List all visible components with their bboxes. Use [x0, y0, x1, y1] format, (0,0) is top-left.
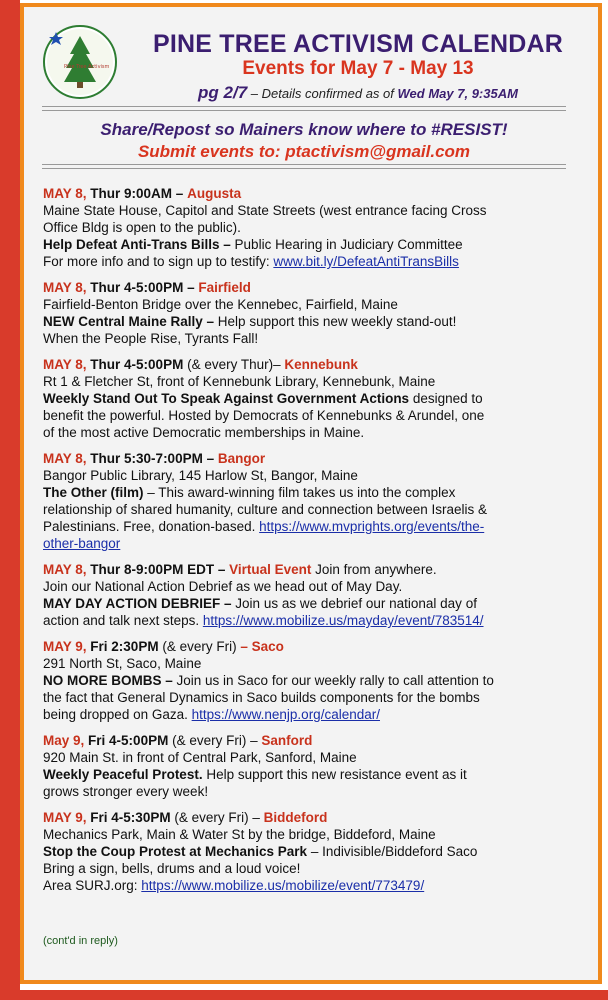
event-time: Fri 4-5:00PM: [88, 733, 169, 748]
event-desc: Palestinians. Free, donation-based.: [43, 519, 260, 534]
event-augusta: [43, 185, 583, 270]
event-city: – Saco: [240, 639, 284, 654]
event-link[interactable]: https://www.mvprights.org/events/the-: [259, 519, 485, 534]
event-kennebunk: [43, 356, 583, 441]
page-number: pg 2/7: [198, 83, 248, 102]
event-link[interactable]: www.bit.ly/DefeatAntiTransBills: [273, 254, 459, 269]
event-title: NEW Central Maine Rally –: [43, 314, 215, 329]
event-note: Join from anywhere.: [311, 562, 437, 577]
event-date: MAY 9,: [43, 810, 87, 825]
event-virtual: [43, 561, 583, 629]
event-location: 920 Main St. in front of Central Park, Sanford, Maine: [43, 750, 357, 765]
event-location: Rt 1 & Fletcher St, front of Kennebunk Library, Kennebunk, Maine: [43, 374, 436, 389]
event-desc: Area SURJ.org:: [43, 878, 142, 893]
event-desc: Help support this new weekly stand-out!: [214, 314, 457, 329]
event-time: Thur 5:30-7:00PM –: [90, 451, 215, 466]
event-desc: Help support this new resistance event as it: [202, 767, 467, 782]
event-city: Kennebunk: [284, 357, 358, 372]
event-location: Fairfield-Benton Bridge over the Kennebec, Fairfield, Maine: [43, 297, 398, 312]
event-recurrence: (& every Fri) –: [170, 810, 264, 825]
event-city: Bangor: [217, 451, 266, 466]
event-title: Help Defeat Anti-Trans Bills –: [43, 237, 231, 252]
event-date: MAY 8,: [43, 562, 87, 577]
event-desc: Public Hearing in Judiciary Committee: [230, 237, 463, 252]
event-desc: Bring a sign, bells, drums and a loud voice!: [43, 861, 301, 876]
event-date: MAY 8,: [43, 186, 87, 201]
pine-tree-logo: [42, 24, 118, 100]
event-desc: For more info and to sign up to testify:: [43, 254, 274, 269]
confirmed-date: Wed May 7, 9:35AM: [397, 86, 518, 101]
event-desc: action and talk next steps.: [43, 613, 203, 628]
event-title: MAY DAY ACTION DEBRIEF –: [43, 596, 232, 611]
event-title: Weekly Peaceful Protest.: [43, 767, 203, 782]
event-time: Fri 4-5:30PM: [90, 810, 171, 825]
event-list: [43, 185, 583, 903]
page-title: PINE TREE ACTIVISM CALENDAR: [152, 30, 564, 58]
event-location: Join our National Action Debrief as we head out of May Day.: [43, 579, 403, 594]
divider-bottom: [42, 164, 566, 169]
event-desc: – This award-winning film takes us into the complex: [143, 485, 456, 500]
event-recurrence: (& every Fri): [158, 639, 241, 654]
page-subtitle: Events for May 7 - May 13: [242, 58, 474, 79]
bottom-red-bar: [0, 990, 608, 1000]
event-city: Virtual Event: [229, 562, 312, 577]
event-title: NO MORE BOMBS –: [43, 673, 173, 688]
continued-note: (cont'd in reply): [43, 935, 118, 947]
page-info: [128, 83, 588, 103]
event-title: The Other (film): [43, 485, 144, 500]
event-recurrence: (& every Fri) –: [168, 733, 262, 748]
page-dash: –: [250, 86, 259, 101]
event-location: Office Bldg is open to the public).: [43, 220, 241, 235]
event-fairfield: [43, 279, 583, 347]
event-city: Fairfield: [198, 280, 251, 295]
event-date: MAY 9,: [43, 639, 87, 654]
event-city: Biddeford: [263, 810, 328, 825]
event-desc: of the most active Democratic memberships in Maine.: [43, 425, 365, 440]
event-time: Fri 2:30PM: [90, 639, 159, 654]
event-location: Bangor Public Library, 145 Harlow St, Bangor, Maine: [43, 468, 358, 483]
event-time: Thur 8-9:00PM EDT –: [90, 562, 226, 577]
event-desc: Join us in Saco for our weekly rally to call attention to: [172, 673, 494, 688]
event-link[interactable]: other-bangor: [43, 536, 121, 551]
event-desc: benefit the powerful. Hosted by Democrats of Kennebunks & Arundel, one: [43, 408, 485, 423]
submit-banner: Submit events to: ptactivism@gmail.com: [137, 142, 471, 161]
event-time: Thur 4-5:00PM –: [90, 280, 195, 295]
event-desc: When the People Rise, Tyrants Fall!: [43, 331, 259, 346]
event-city: Sanford: [261, 733, 313, 748]
event-desc: Join us as we debrief our national day of: [231, 596, 477, 611]
divider-top: [42, 106, 566, 111]
event-title: Weekly Stand Out To Speak Against Government Actions: [43, 391, 410, 406]
event-desc: the fact that General Dynamics in Saco builds components for the bombs: [43, 690, 480, 705]
event-desc: relationship of shared humanity, culture and connection between Israelis &: [43, 502, 488, 517]
event-desc: being dropped on Gaza.: [43, 707, 192, 722]
event-biddeford: [43, 809, 583, 894]
event-date: May 9,: [43, 733, 85, 748]
event-desc: – Indivisible/Biddeford Saco: [307, 844, 478, 859]
event-bangor: [43, 450, 583, 552]
event-recurrence: (& every Thur)–: [183, 357, 285, 372]
event-location: 291 North St, Saco, Maine: [43, 656, 202, 671]
share-banner: Share/Repost so Mainers know where to #RESIST!: [100, 120, 508, 139]
event-sanford: [43, 732, 583, 800]
event-link[interactable]: https://www.mobilize.us/mayday/event/783514/: [202, 613, 484, 628]
left-red-bar: [0, 0, 20, 1000]
event-saco: [43, 638, 583, 723]
event-time: Thur 4-5:00PM: [90, 357, 184, 372]
event-title: Stop the Coup Protest at Mechanics Park: [43, 844, 308, 859]
event-desc: designed to: [409, 391, 483, 406]
event-date: MAY 8,: [43, 357, 87, 372]
event-desc: grows stronger every week!: [43, 784, 209, 799]
event-city: Augusta: [187, 186, 242, 201]
event-date: MAY 8,: [43, 451, 87, 466]
event-location: Maine State House, Capitol and State Streets (west entrance facing Cross: [43, 203, 487, 218]
logo-text: Pine Tree Activism: [64, 64, 110, 70]
event-link[interactable]: https://www.nenjp.org/calendar/: [191, 707, 380, 722]
event-time: Thur 9:00AM –: [90, 186, 184, 201]
event-link[interactable]: https://www.mobilize.us/mobilize/event/773479/: [141, 878, 425, 893]
event-date: MAY 8,: [43, 280, 87, 295]
event-location: Mechanics Park, Main & Water St by the bridge, Biddeford, Maine: [43, 827, 436, 842]
details-label: Details confirmed as of: [261, 86, 394, 101]
